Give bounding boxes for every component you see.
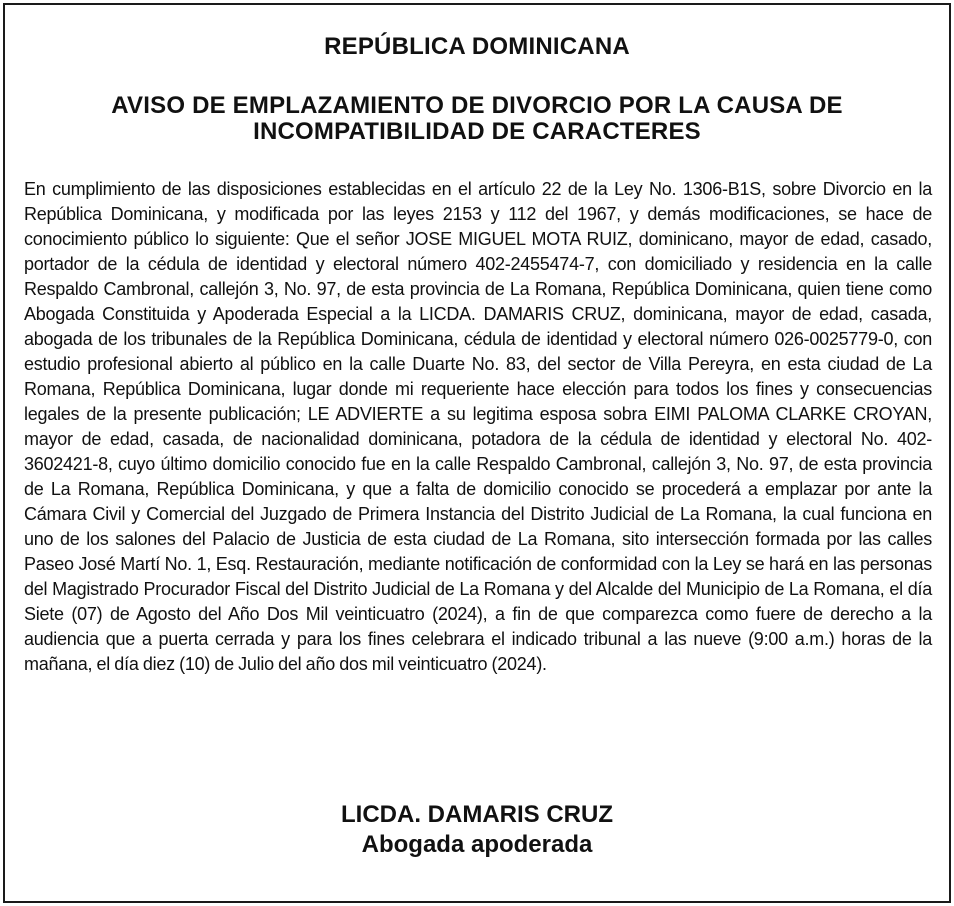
country-heading: REPÚBLICA DOMINICANA	[324, 33, 630, 60]
notice-title: AVISO DE EMPLAZAMIENTO DE DIVORCIO POR LA CAUSA DE INCOMPATIBILIDAD DE CARACTERES	[111, 92, 843, 145]
notice-body: En cumplimiento de las disposiciones establecidas en el artículo 22 de la Ley No. 1306-B1S, sobre Divorcio en la República Dominicana, y modificada por las leyes 2153 y 112 del 1967, y demás modificaciones, se hace de conocimiento público lo siguiente: Que el señor JOSE MIGUEL MOTA RUIZ, dominicano, mayor de edad, casado, portador de la cédula de identidad y electoral número 402-2455474-7, con domiciliado y residencia en la calle Respaldo Cambronal, callejón 3, No. 97, de esta provincia de La Romana, República Dominicana, quien tiene como Abogada Constituida y Apoderada Especial a la LICDA. DAMARIS CRUZ, dominicana, mayor de edad, casada, abogada de los tribunales de la República Dominicana, cédula de identidad y electoral número 026-0025779-0, con estudio profesional abierto al público en la calle Duarte No. 83, del sector de Villa Pereyra, en esta ciudad de La Romana, República Dominicana, lugar donde mi requeriente hace elección para todos los fines y consecuencias legales de la presente publicación; LE ADVIERTE a su legitima esposa sobra EIMI PALOMA CLARKE CROYAN, mayor de edad, casada, de nacionalidad dominicana, potadora de la cédula de identidad y electoral No. 402-3602421-8, cuyo último domicilio conocido fue en la calle Respaldo Cambronal, callejón 3, No. 97, de esta provincia de La Romana, República Dominicana, y que a falta de domicilio conocido se procederá a emplazar por ante la Cámara Civil y Comercial del Juzgado de Primera Instancia del Distrito Judicial de La Romana, la cual funciona en uno de los salones del Palacio de Justicia de esta ciudad de La Romana, sito intersección formada por las calles Paseo José Martí No. 1, Esq. Restauración, mediante notificación de conformidad con la Ley se hará en las personas del Magistrado Procurador Fiscal del Distrito Judicial de La Romana y del Alcalde del Municipio de La Romana, el día Siete (07) de Agosto del Año Dos Mil veinticuatro (2024), a fin de que comparezca como fuere de derecho a la audiencia que a puerta cerrada y para los fines celebrara el indicado tribunal a las nueve (9:00 a.m.) horas de la mañana, el día diez (10) de Julio del año dos mil veinticuatro (2024).	[24, 179, 932, 674]
notice-border	[3, 3, 951, 903]
signature-role: Abogada apoderada	[361, 831, 593, 858]
signature-name: LICDA. DAMARIS CRUZ	[341, 801, 613, 828]
